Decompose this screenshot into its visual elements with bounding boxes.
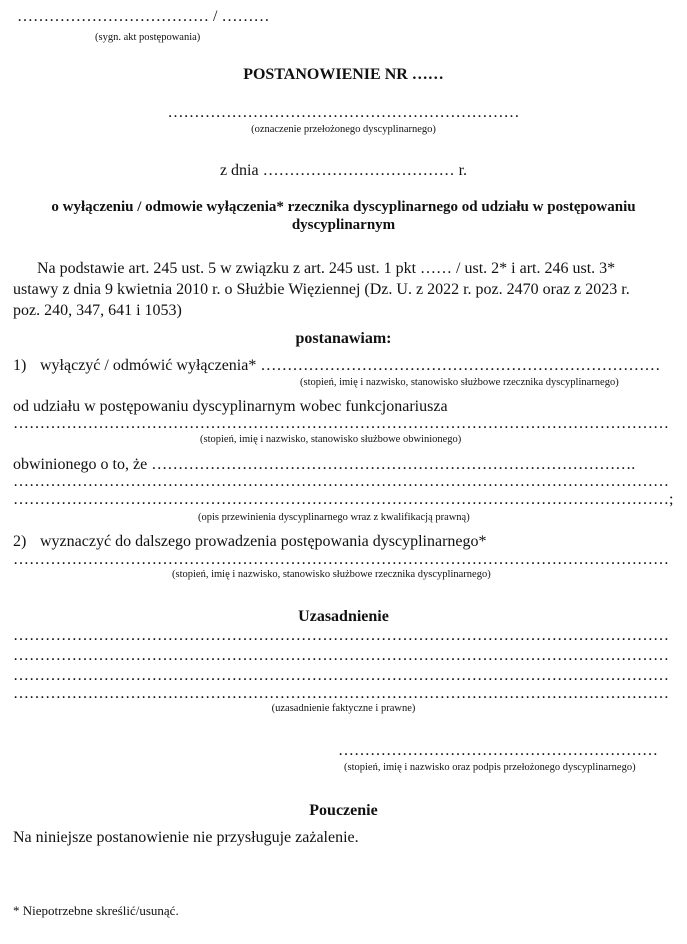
legal-basis-line-1: Na podstawie art. 245 ust. 5 w związku z art. 245 ust. 1 pkt …… / ust. 2* i art. 246 ust. 3*: [37, 260, 616, 277]
item-1-number: 1): [13, 357, 27, 374]
signature-caption: (stopień, imię i nazwisko oraz podpis przełożonego dyscyplinarnego): [344, 762, 636, 773]
accusation-caption: (opis przewinienia dyscyplinarnego wraz z kwalifikacją prawną): [198, 512, 470, 523]
superior-caption: (oznaczenie przełożonego dyscyplinarnego): [251, 124, 436, 135]
legal-basis-line-3: poz. 240, 347, 641 i 1053): [13, 302, 182, 319]
case-number-caption: (sygn. akt postępowania): [95, 32, 201, 43]
legal-basis-line-2: ustawy z dnia 9 kwietnia 2010 r. o Służbie Więziennej (Dz. U. z 2022 r. poz. 2470 oraz z 2023 r.: [13, 281, 630, 298]
justification-field-1: ……………………………………………………………………………………………………………: [13, 627, 669, 644]
item-1-caption: (stopień, imię i nazwisko, stanowisko służbowe rzecznika dyscyplinarnego): [300, 377, 619, 388]
item-1-text: wyłączyć / odmówić wyłączenia* …………………………………………………………………: [40, 357, 661, 374]
justification-field-2: ……………………………………………………………………………………………………………: [13, 647, 669, 664]
item-2-caption: (stopień, imię i nazwisko, stanowisko służbowe rzecznika dyscyplinarnego): [172, 569, 491, 580]
accusation-field-2: ……………………………………………………………………………………………………………;: [13, 491, 674, 508]
justification-field-3: ……………………………………………………………………………………………………………: [13, 667, 669, 684]
decision-heading: postanawiam:: [295, 330, 392, 347]
date-line: z dnia ……………………………… r.: [219, 162, 468, 179]
signature-field: ……………………………………………………: [338, 742, 658, 759]
accusation-text: obwinionego o to, że ……………………………………………………………………………….: [13, 456, 636, 473]
subject-line-2: dyscyplinarnym: [291, 217, 396, 233]
officer-caption: (stopień, imię i nazwisko, stanowisko służbowe obwinionego): [200, 434, 462, 445]
subject-line-1: o wyłączeniu / odmowie wyłączenia* rzecznika dyscyplinarnego od udziału w postępowaniu: [51, 199, 636, 215]
footnote: * Niepotrzebne skreślić/usunąć.: [13, 903, 179, 918]
superior-field: …………………………………………………………: [167, 104, 520, 121]
case-number-field: ……………………………… / ………: [17, 8, 270, 25]
document-title: POSTANOWIENIE NR ……: [243, 66, 444, 83]
accusation-field-1: ……………………………………………………………………………………………………………: [13, 473, 669, 490]
instruction-text: Na niniejsze postanowienie nie przysługuje zażalenie.: [13, 829, 359, 846]
item-2-number: 2): [13, 533, 27, 550]
officer-field: ……………………………………………………………………………………………………………: [13, 415, 669, 432]
justification-heading: Uzasadnienie: [298, 608, 389, 625]
justification-field-4: ……………………………………………………………………………………………………………: [13, 685, 669, 702]
item-2-field: ……………………………………………………………………………………………………………: [13, 551, 669, 568]
instruction-heading: Pouczenie: [309, 802, 378, 819]
officer-text: od udziału w postępowaniu dyscyplinarnym wobec funkcjonariusza: [13, 398, 448, 415]
justification-caption: (uzasadnienie faktyczne i prawne): [271, 703, 416, 714]
item-2-text: wyznaczyć do dalszego prowadzenia postępowania dyscyplinarnego*: [40, 533, 487, 550]
